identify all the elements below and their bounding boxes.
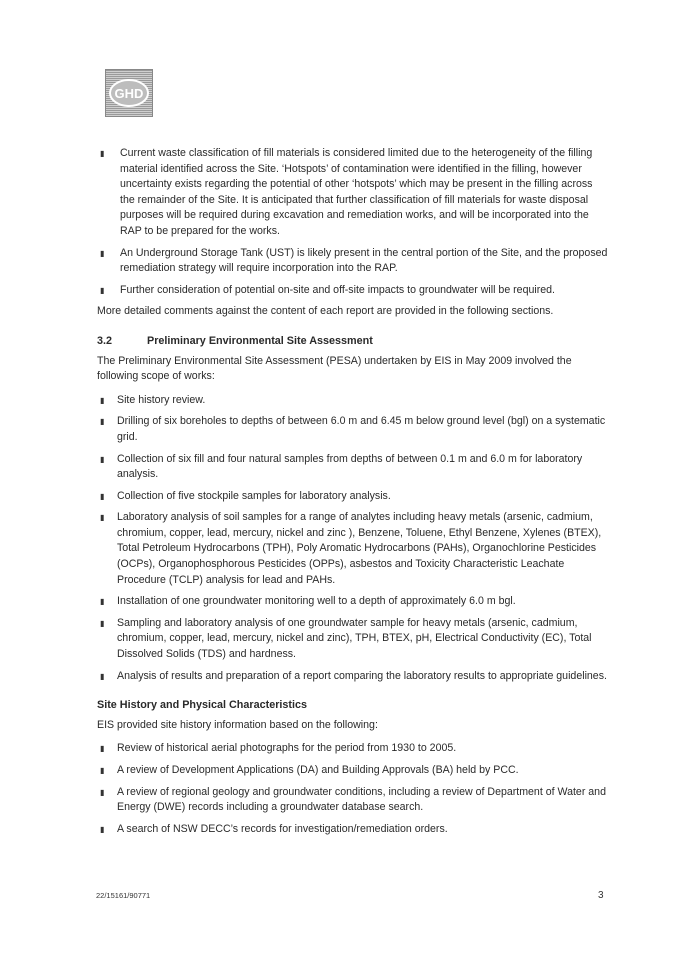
list-item-text: Further consideration of potential on-site and off-site impacts to groundwater will be required. bbox=[120, 283, 555, 296]
document-body bbox=[97, 146, 609, 843]
list-item bbox=[97, 146, 609, 240]
bullet-icon: ▮ bbox=[100, 824, 105, 834]
bullet-icon: ▮ bbox=[100, 744, 105, 754]
bullet-icon: ▮ bbox=[100, 248, 105, 258]
list-item bbox=[97, 283, 609, 299]
list-item bbox=[97, 414, 609, 445]
bullet-icon: ▮ bbox=[100, 787, 105, 797]
bullet-icon: ▮ bbox=[100, 149, 105, 158]
intro-paragraph: More detailed comments against the content of each report are provided in the following sections. bbox=[97, 305, 554, 318]
bullet-icon: ▮ bbox=[100, 395, 105, 405]
list-item-text: An Underground Storage Tank (UST) is likely present in the central portion of the Site, and the proposed remediation strategy will require incorporation into the RAP. bbox=[120, 246, 608, 275]
page-number: 3 bbox=[598, 890, 604, 901]
document-reference: 22/15161/90771 bbox=[96, 891, 151, 900]
list-item-text: Site history review. bbox=[117, 393, 206, 406]
list-item bbox=[97, 594, 609, 610]
list-item bbox=[97, 393, 609, 409]
list-item-text: A review of Development Applications (DA) and Building Approvals (BA) held by PCC. bbox=[117, 764, 519, 776]
list-item-text: A review of regional geology and groundwater conditions, including a review of Department of Water and Energy (DWE) records including a groundwater database search. bbox=[117, 785, 606, 814]
bullet-icon: ▮ bbox=[100, 618, 105, 628]
section-title: Preliminary Environmental Site Assessment bbox=[147, 334, 373, 347]
list-item-text: A search of NSW DECC’s records for investigation/remediation orders. bbox=[117, 822, 448, 835]
list-item-text: Drilling of six boreholes to depths of between 6.0 m and 6.45 m below ground level (bgl) on a systematic grid. bbox=[117, 415, 606, 443]
section-heading bbox=[97, 334, 609, 350]
list-item bbox=[97, 616, 609, 663]
subsection-intro: EIS provided site history information based on the following: bbox=[97, 718, 378, 731]
list-item bbox=[97, 822, 609, 838]
bullet-icon: ▮ bbox=[100, 491, 105, 501]
scope-bullet-list bbox=[97, 393, 609, 685]
logo-text: GHD bbox=[114, 86, 144, 101]
bullet-icon: ▮ bbox=[100, 285, 105, 295]
section-number: 3.2 bbox=[97, 334, 113, 347]
bullet-icon: ▮ bbox=[100, 597, 105, 607]
list-item bbox=[97, 510, 609, 588]
list-item bbox=[97, 785, 609, 816]
bullet-icon: ▮ bbox=[100, 417, 105, 427]
subsection-heading: Site History and Physical Characteristics bbox=[97, 699, 308, 712]
list-item-text: Collection of six fill and four natural samples from depths of between 0.1 m and 6.0 m for laboratory analysis. bbox=[117, 452, 583, 481]
list-item bbox=[97, 452, 609, 483]
history-bullet-list bbox=[97, 741, 609, 837]
list-item bbox=[97, 489, 609, 505]
list-item-text: Review of historical aerial photographs for the period from 1930 to 2005. bbox=[117, 742, 457, 755]
ghd-logo-icon bbox=[106, 70, 152, 116]
ghd-logo bbox=[105, 69, 153, 117]
list-item-text: Laboratory analysis of soil samples for a range of analytes including heavy metals (arsenic, cadmium, chromium, copper, lead, mercury, nickel and zinc ), Benzene, Toluene, Ethyl Benzene, Xylenes (BTEX), Total Petroleum Hydrocarbons (TPH), Poly Aromatic Hydrocarbons (PAHs), Organochlorine Pesticides (OCPs), Organophosphorous Pesticides (OPPs), asbestos and Toxicity Characteristic Leachate Procedure (TCLP) analysis for lead and PAHs. bbox=[117, 511, 602, 586]
list-item-text: Installation of one groundwater monitoring well to a depth of approximately 6.0 m bgl. bbox=[117, 595, 516, 608]
bullet-icon: ▮ bbox=[100, 671, 105, 681]
list-item-text: Collection of five stockpile samples for laboratory analysis. bbox=[117, 489, 391, 502]
list-item-text: Sampling and laboratory analysis of one groundwater sample for heavy metals (arsenic, cadmium, chromium, copper, lead, mercury, nickel and zinc), TPH, BTEX, pH, Electrical Conductivity (EC), Total Dissolved Solids (TDS) and hardness. bbox=[117, 616, 592, 661]
list-item-text: Current waste classification of fill materials is considered limited due to the heterogeneity of the filling material identified across the Site. ‘Hotspots’ of contamination were identified in the filling, however uncertainty exists regarding the potential of other ‘hotspots’ which may be present in the filling across the remainder of the Site. It is anticipated that further classification of fill materials for waste disposal purposes will be required during excavation and remediation works, and will be incorporated into the RAP to be prepared for the works. bbox=[120, 147, 593, 237]
list-item-text: Analysis of results and preparation of a report comparing the laboratory results to appropriate guidelines. bbox=[117, 669, 607, 682]
list-item bbox=[97, 763, 609, 779]
section-intro: The Preliminary Environmental Site Assessment (PESA) undertaken by EIS in May 2009 involved the following scope of works: bbox=[97, 354, 572, 383]
top-bullet-list bbox=[97, 146, 609, 298]
list-item bbox=[97, 669, 609, 685]
list-item bbox=[97, 246, 609, 277]
bullet-icon: ▮ bbox=[100, 766, 105, 775]
bullet-icon: ▮ bbox=[100, 454, 105, 464]
bullet-icon: ▮ bbox=[100, 513, 105, 523]
list-item bbox=[97, 741, 609, 757]
